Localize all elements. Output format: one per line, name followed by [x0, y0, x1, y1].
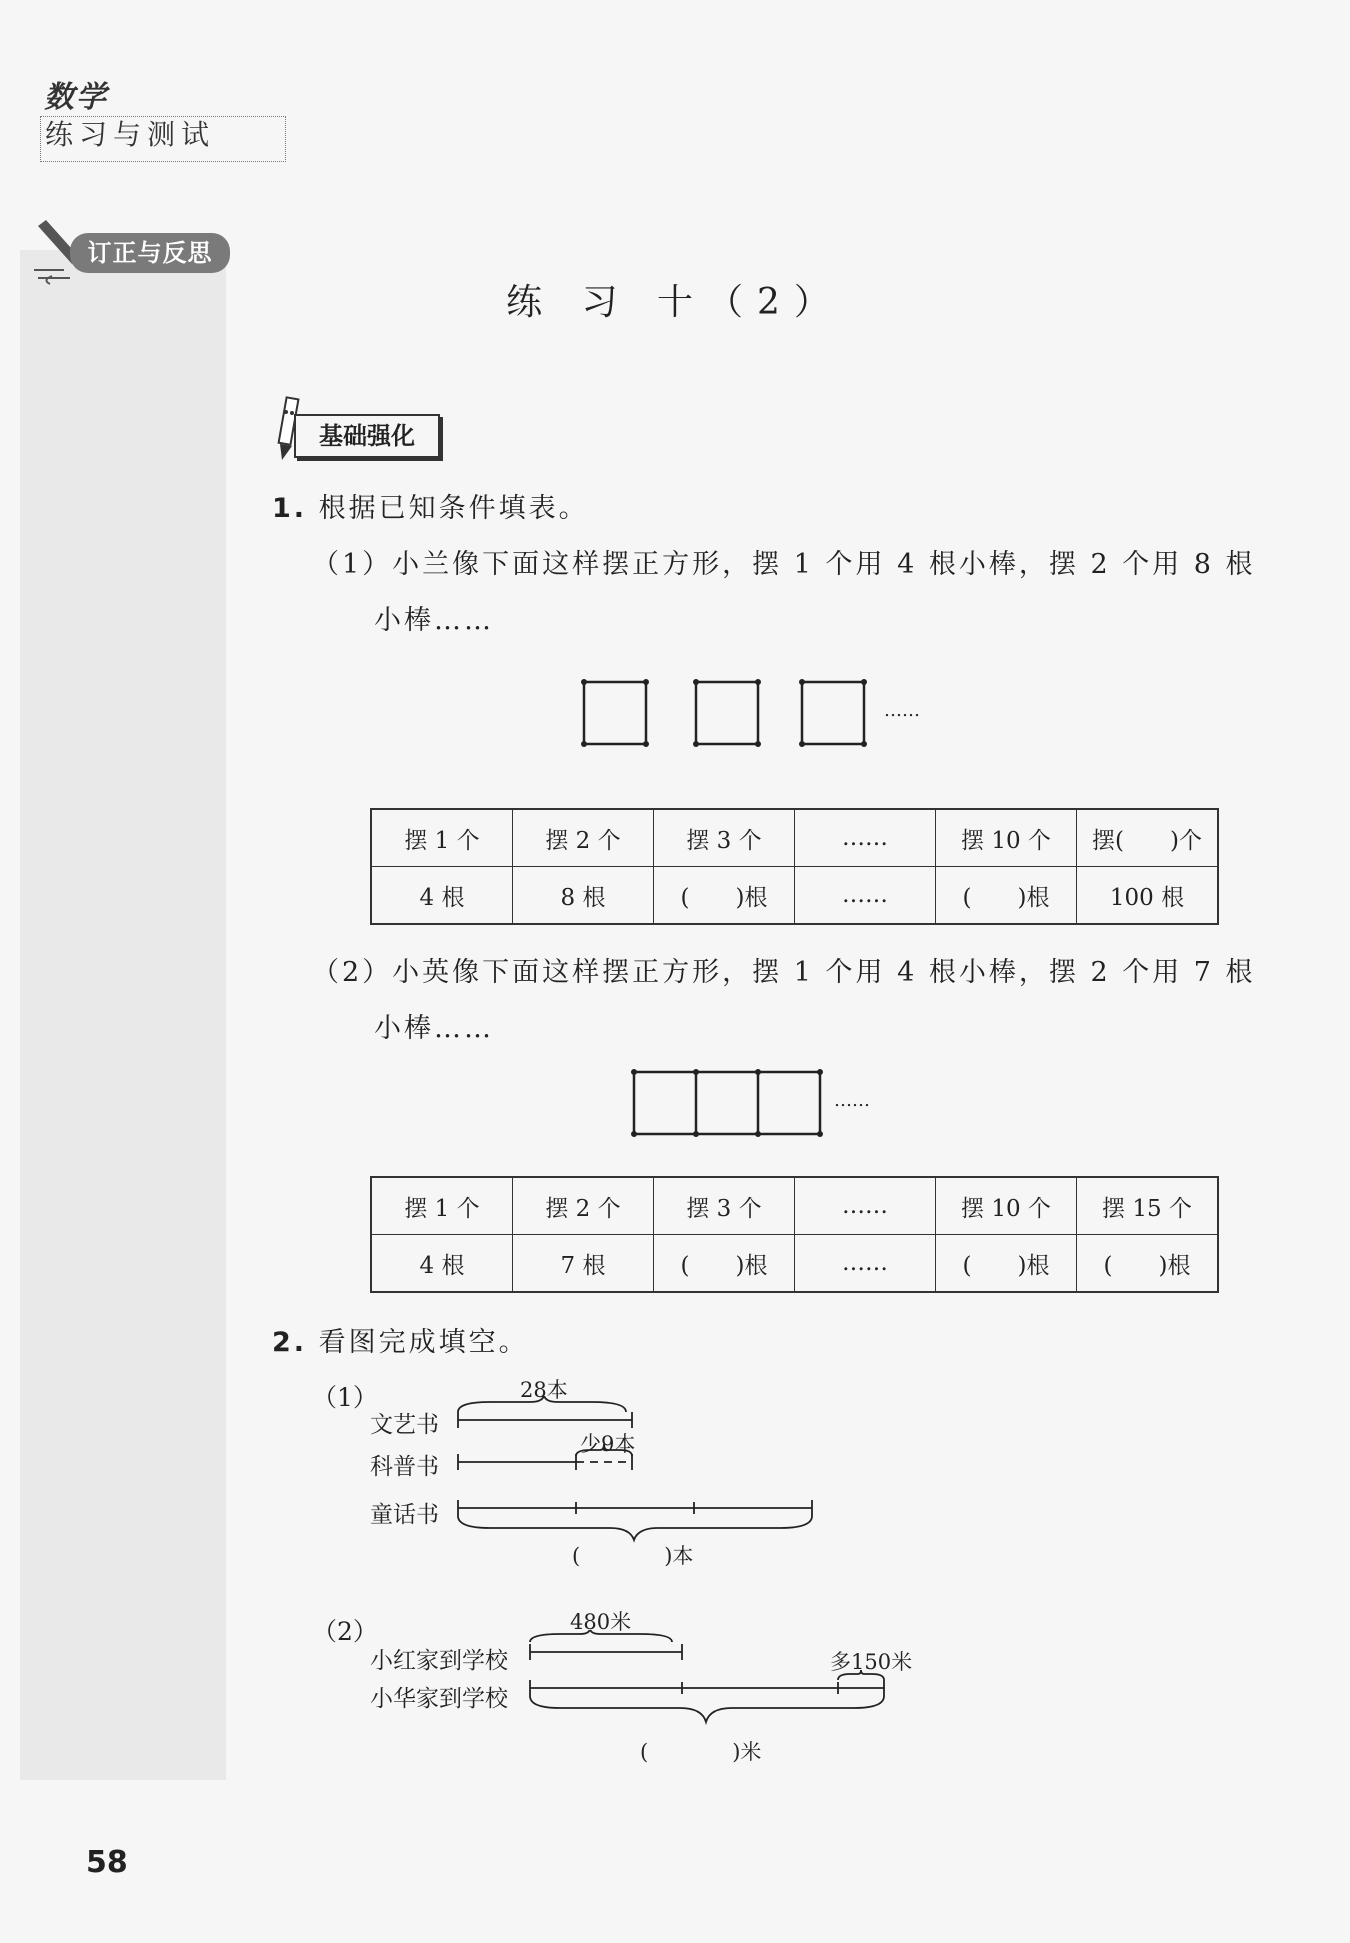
- q1-part1-line1: （1）小兰像下面这样摆正方形，摆 1 个用 4 根小棒，摆 2 个用 8 根: [312, 549, 1256, 580]
- answer-blank-cell[interactable]: ( )根: [654, 867, 795, 925]
- table-cell: 摆 15 个: [1077, 1177, 1219, 1235]
- q2-part1-label: （1）: [312, 1383, 378, 1412]
- subject-label: 数学: [44, 80, 108, 115]
- table-row: [371, 809, 1218, 867]
- segment-diagram-1: [450, 1396, 830, 1546]
- answer-blank-cell[interactable]: ( )根: [936, 867, 1077, 925]
- table-cell: 摆 2 个: [513, 809, 654, 867]
- table-cell: 4 根: [371, 867, 513, 925]
- distance-value-label: 480米: [570, 1610, 632, 1634]
- total-value-label: 28本: [520, 1378, 568, 1402]
- correction-tag: 订正与反思: [70, 233, 230, 273]
- table-cell: 7 根: [513, 1235, 654, 1293]
- separate-squares-figure: [570, 670, 870, 760]
- table-cell: 4 根: [371, 1235, 513, 1293]
- table-cell: ……: [795, 867, 936, 925]
- table-cell: 100 根: [1077, 867, 1219, 925]
- question-text: 看图完成填空。: [318, 1327, 529, 1358]
- table-cell: 摆 1 个: [371, 1177, 513, 1235]
- q2-part2-label: （2）: [312, 1617, 378, 1646]
- table-cell: 8 根: [513, 867, 654, 925]
- ellipsis: ……: [884, 700, 920, 721]
- table-cell: 摆 3 个: [654, 1177, 795, 1235]
- segment-diagram-2: [520, 1630, 900, 1740]
- row-label-science: 科普书: [370, 1454, 439, 1480]
- answer-blank[interactable]: ( )本: [572, 1544, 694, 1568]
- book-title: 练习与测试: [40, 116, 286, 162]
- question-number: 1.: [272, 493, 308, 524]
- table-cell: ……: [795, 809, 936, 867]
- square: [802, 682, 864, 744]
- table-cell: 摆 10 个: [936, 1177, 1077, 1235]
- section-label: 基础强化: [294, 414, 440, 458]
- square: [584, 682, 646, 744]
- difference-label: 多150米: [830, 1650, 913, 1674]
- question-text: 根据已知条件填表。: [318, 493, 589, 524]
- answer-blank-cell[interactable]: ( )根: [654, 1235, 795, 1293]
- question-1: [272, 486, 589, 525]
- table-row: [371, 867, 1218, 925]
- question-number: 2.: [272, 1327, 308, 1358]
- table-row: [371, 1235, 1218, 1293]
- answer-blank-cell[interactable]: ( )根: [1077, 1235, 1219, 1293]
- table-row: [371, 1177, 1218, 1235]
- row-label-xiaohua: 小华家到学校: [370, 1686, 508, 1712]
- ellipsis: ……: [834, 1090, 870, 1111]
- row-label-literature: 文艺书: [370, 1412, 439, 1438]
- connected-squares-figure: [620, 1060, 840, 1140]
- row-label-xiaohong: 小红家到学校: [370, 1648, 508, 1674]
- table-cell: ……: [795, 1235, 936, 1293]
- page-title: 练 习 十（2）: [506, 282, 844, 323]
- q1-part1-line2: 小棒……: [374, 605, 494, 636]
- answer-blank[interactable]: ( )米: [640, 1740, 762, 1764]
- table-cell: 摆 10 个: [936, 809, 1077, 867]
- answer-blank-cell[interactable]: 摆( )个: [1077, 809, 1219, 867]
- table-cell: 摆 1 个: [371, 809, 513, 867]
- table-cell: 摆 2 个: [513, 1177, 654, 1235]
- q1-part2-table: [370, 1176, 1219, 1293]
- q1-part1-table: [370, 808, 1219, 925]
- row-label-fairy-tale: 童话书: [370, 1502, 439, 1528]
- question-2: [272, 1320, 529, 1359]
- table-cell: 摆 3 个: [654, 809, 795, 867]
- reflection-margin: [20, 250, 226, 1780]
- difference-label: 少9本: [580, 1432, 636, 1456]
- q1-part2-line2: 小棒……: [374, 1013, 494, 1044]
- answer-blank-cell[interactable]: ( )根: [936, 1235, 1077, 1293]
- q1-part2-line1: （2）小英像下面这样摆正方形，摆 1 个用 4 根小棒，摆 2 个用 7 根: [312, 957, 1256, 988]
- page-number: 58: [86, 1845, 128, 1880]
- square: [696, 682, 758, 744]
- table-cell: ……: [795, 1177, 936, 1235]
